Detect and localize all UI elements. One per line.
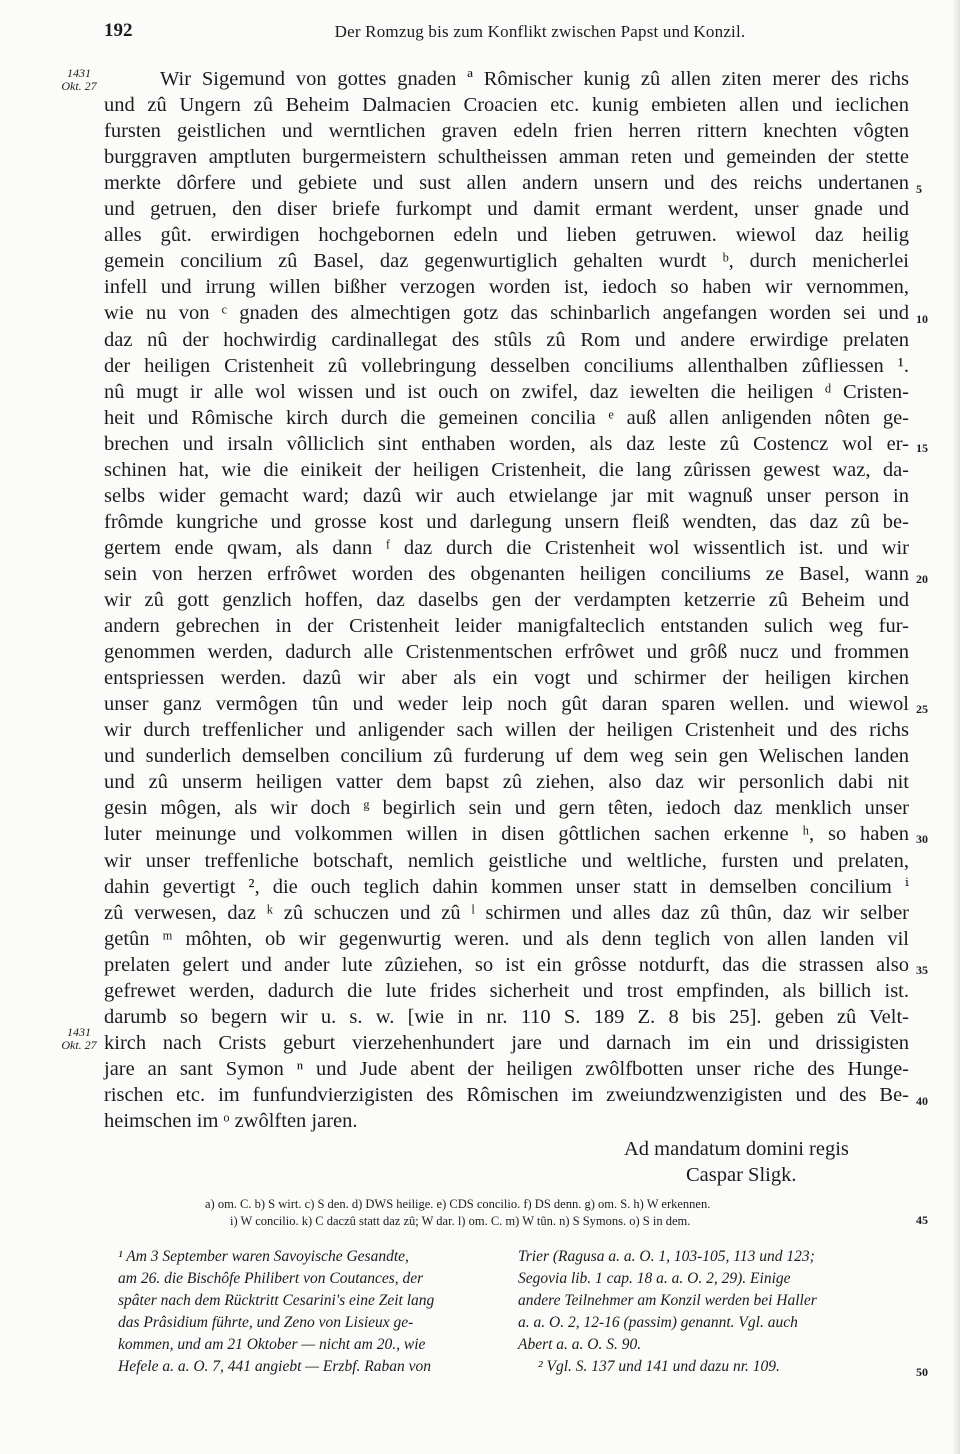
- line-number: 35: [916, 963, 928, 977]
- text-line: darumb so begern wir u. s. w. [wie in nr. 110 S. 189 Z. 8 bis 25]. geben zû Velt-: [104, 1005, 909, 1028]
- line-number: 10: [916, 312, 928, 326]
- text-line: wir unser treffenliche botschaft, nemlich geistliche und weltliche, fursten und prelaten,: [104, 849, 909, 872]
- line-number: 5: [916, 182, 922, 196]
- margin-date-text: 1431 Okt. 27: [61, 1025, 97, 1052]
- text-line: gemein concilium zû Basel, daz gegenwurtiglich gehalten wurdt ᵇ, durch menicherlei: [104, 250, 909, 273]
- text-line: gertem ende qwam, als dann ᶠ daz durch die Cristenheit wol wissentlich ist. und wir: [104, 536, 909, 559]
- line-number: 15: [916, 441, 928, 455]
- margin-date: [50, 1026, 108, 1052]
- line-number: 25: [916, 702, 928, 716]
- footnote-line: ¹ Am 3 September waren Savoyische Gesandte,: [118, 1248, 409, 1265]
- line-number: 20: [916, 572, 928, 586]
- text-line: kirch nach Crists geburt vierzehenhundert jare und darnach im ein und drissigisten: [104, 1031, 909, 1054]
- footnote-line: andere Teilnehmer am Konzil werden bei Haller: [518, 1292, 817, 1309]
- text-line: wie nu von ᶜ gnaden des almechtigen gotz das schinbarlich angefangen worden sei und: [104, 302, 909, 325]
- text-line: brechen und irsaln vôlliclich sint enthaben worden, als daz leste zû Costencz wol er-: [104, 432, 909, 455]
- text-line: gesin môgen, als wir doch ᵍ begirlich sein und gern têten, iedoch daz menklich unser: [104, 797, 909, 820]
- text-line: nû mugt ir alle wol wissen und ist ouch on zwifel, daz iewelten die heiligen ᵈ Cristen-: [104, 380, 909, 403]
- text-line: selbs wider gemacht ward; dazû wir auch etwielange jar mit wagnuß unser person in: [104, 484, 909, 507]
- line-number: 30: [916, 832, 928, 846]
- apparatus-line: i) W concilio. k) C daczû statt daz zû; W dar. l) om. C. m) W tûn. n) S Symons. o) S in dem.: [230, 1214, 691, 1228]
- text-line: und zû Ungern zû Beheim Dalmacien Croacien etc. kunig embieten allen und ieclichen: [104, 94, 909, 117]
- line-number: 45: [916, 1213, 928, 1227]
- text-line: und zû unserm heiligen vatter dem bapst zû ziehen, also daz wir personlich dabi nit: [104, 771, 909, 794]
- footnote-line: ² Vgl. S. 137 und 141 und dazu nr. 109.: [538, 1358, 780, 1375]
- text-line: unser ganz vermôgen tûn und weder leip noch gût daran sparen wellen. und wiewol: [104, 693, 909, 716]
- text-line: burggraven amptluten burgermeistern schultheissen amman reten und gemeinden der stette: [104, 146, 909, 169]
- text-line: rischen etc. im funfundvierzigisten des Rômischen im zweiundzwenzigisten und des Be-: [104, 1083, 909, 1106]
- footnote-line: a. a. O. 2, 12-16 (passim) genannt. Vgl. auch: [518, 1314, 798, 1331]
- page-number: 192: [104, 20, 133, 41]
- text-line: getûn ᵐ môhten, ob wir gegenwurtig weren. und als denn teglich von allen landen vil: [104, 927, 909, 950]
- margin-date-text: 1431 Okt. 27: [61, 66, 97, 93]
- text-line: frômde kungriche und grosse kost und darlegung unsern fleiß wendten, das daz zû be-: [104, 510, 909, 533]
- text-line: andern gebrechen in der Cristenheit leider manigfalteclich entstanden sulich weg fur-: [104, 615, 909, 638]
- text-line: Wir Sigemund von gottes gnaden ª Rômischer kunig zû allen ziten merer des richs: [160, 68, 909, 90]
- footnote-line: kommen, und am 21 Oktober — nicht am 20., wie: [118, 1336, 426, 1353]
- text-line: jare an sant Symon ⁿ und Jude abent der heiligen zwôlfbotten unser riche des Hunge-: [104, 1057, 909, 1080]
- footnote-line: am 26. die Bischôfe Philibert von Coutances, der: [118, 1270, 424, 1287]
- text-line: prelaten gelert und ander lute zûziehen, so ist ein grôsse notdurft, das die strassen also: [104, 953, 909, 976]
- text-line: und sunderlich demselben concilium zû furderung uf dem weg sein gen Welischen landen: [104, 745, 909, 768]
- line-number: 50: [916, 1365, 928, 1379]
- line-number: 40: [916, 1094, 928, 1108]
- text-line: sein von herzen erfrôwet worden des obgenanten heiligen conciliums ze Basel, wann: [104, 562, 909, 585]
- page-edge-shadow: [952, 0, 960, 1454]
- footnote-line: Trier (Ragusa a. a. O. 1, 103-105, 113 und 123;: [518, 1248, 815, 1265]
- text-line: zû verwesen, daz ᵏ zû schuczen und zû ˡ schirmen und alles daz zû thûn, daz wir selber: [104, 901, 909, 924]
- text-line: luter meinunge und volkommen willen in disen gôttlichen sachen erkenne ʰ, so haben: [104, 823, 909, 846]
- text-line: alles gût. erwirdigen hochgebornen edeln und lieben getruwen. wiewol daz heilig: [104, 224, 909, 247]
- footnote-line: Hefele a. a. O. 7, 441 angiebt — Erzbf. Raban von: [118, 1358, 431, 1375]
- text-line: entspriessen werden. dazû wir aber als ein vogt und schirmer der heiligen kirchen: [104, 667, 909, 690]
- running-title: Der Romzug bis zum Konflikt zwischen Papst und Konzil.: [334, 22, 746, 41]
- footnote-line: das Prâsidium führte, und Zeno von Lisieux ge-: [118, 1314, 414, 1331]
- text-line: schinen hat, wie die einikeit der heiligen Cristenheit, die lang zûrissen gewest waz, da-: [104, 458, 909, 481]
- text-line: wir durch treffenlicher und anligender sach willen der heiligen Cristenheit und des richs: [104, 719, 909, 742]
- footnote-line: spâter nach dem Rücktritt Cesarini's eine Zeit lang: [118, 1292, 435, 1309]
- text-line: wir zû gott genzlich hoffen, daz daselbs gen der verdampten ketzerrie zû Beheim und: [104, 589, 909, 611]
- text-line: infell und irrung willen bißher verzogen worden ist, iedoch so haben wir vernommen,: [104, 276, 909, 299]
- text-line: genommen werden, dadurch alle Cristenmentschen erfrôwet und grôß nucz und frommen: [104, 641, 909, 664]
- text-line: heimschen im ᵒ zwôlften jaren.: [104, 1110, 358, 1132]
- text-line: fursten geistlichen und werntlichen graven edeln frien herren rittern knechten vôgten: [104, 120, 909, 143]
- margin-date: [50, 67, 108, 93]
- text-line: daz nû der hochwirdig cardinallegat des stûls zû Rom und andere erwirdige prelaten: [104, 328, 909, 351]
- text-line: gefrewet werden, dadurch die lute frides sicherheit und trost empfinden, als billich ist.: [104, 979, 909, 1002]
- text-line: und getruen, den diser briefe furkompt und damit ermant werdent, unser gnade und: [104, 198, 909, 221]
- text-line: merkte dôrfere und gebiete und sust allen andern unsern und des reichs undertanen: [104, 172, 909, 195]
- text-line: der heiligen Cristenheit zû vollebringung desselben conciliums allenthalben zûfliessen ¹.: [104, 354, 909, 377]
- footnote-line: Abert a. a. O. S. 90.: [518, 1336, 642, 1353]
- signature-name: Caspar Sligk.: [686, 1164, 797, 1186]
- text-line: dahin gevertigt ², die ouch teglich dahin kommen unser statt in demselben concilium ⁱ: [104, 875, 909, 898]
- footnote-line: Segovia lib. 1 cap. 18 a. a. O. 2, 29). Einige: [518, 1270, 791, 1287]
- text-line: heit und Rômische kirch durch die gemeinen concilia ᵉ auß allen anligenden nôten ge-: [104, 406, 909, 429]
- signature-line: Ad mandatum domini regis: [624, 1138, 849, 1160]
- apparatus-line: a) om. C. b) S wirt. c) S den. d) DWS heilige. e) CDS concilio. f) DS denn. g) om. S. h) W erkennen.: [205, 1197, 711, 1211]
